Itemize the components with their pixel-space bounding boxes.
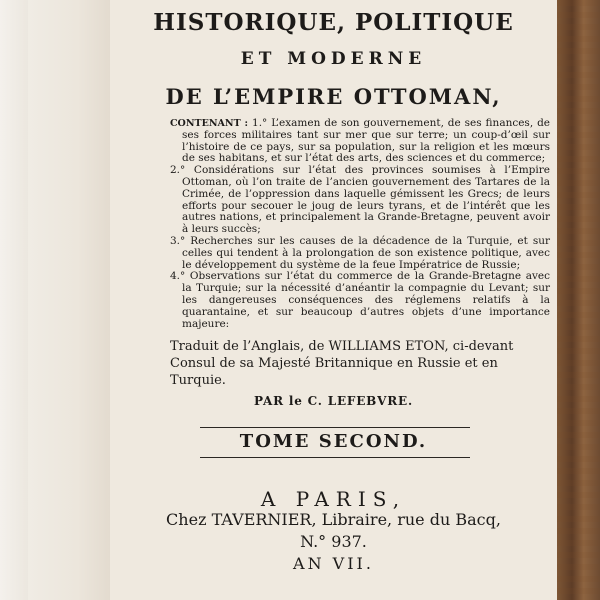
translation-note: Traduit de l’Anglais, de WILLIAMS ETON, ci-devant Consul de sa Majesté Britannique en Russie et en Turquie. <box>170 339 514 388</box>
title-line-3: DE L’EMPIRE OTTOMAN, <box>165 84 502 109</box>
title-page <box>110 0 557 600</box>
imprint-city: A PARIS, <box>260 487 407 511</box>
contents-item-2: 2.° Considérations sur l’état des provinces soumises à l’Empire Ottoman, où l’on traite de l’ancien gouvernement des Tartares de la Crimée, de l’oppression dans laquelle gémissent les Grecs; de leurs efforts pour secouer le joug de leurs tyrans, et de l’intérêt que les autres nations, et principalement la Grande-Bretagne, peuvent avoir à leurs succès; <box>170 164 550 236</box>
title-line-2: ET MODERNE <box>240 49 427 69</box>
contents-item-1 <box>170 118 550 165</box>
book-binding <box>557 0 600 600</box>
imprint-year: AN VII. <box>293 554 374 573</box>
contents-lead: CONTENANT : <box>170 118 249 129</box>
imprint-number: N.° 937. <box>300 532 367 551</box>
contents-block <box>170 118 550 330</box>
contents-item-4: 4.° Observations sur l’état du commerce de la Grande-Bretagne avec la Turquie; sur la nécessité d’anéantir la compagnie du Levant; sur les dangereuses conséquences des réglemens relatifs à la quarantaine, et sur beaucoup d’autres objets d’une importance majeure: <box>170 270 550 330</box>
translator-credit: PAR le C. LEFEBVRE. <box>254 394 413 408</box>
imprint-publisher: Chez TAVERNIER, Libraire, rue du Bacq, <box>166 510 501 529</box>
title-line-1: HISTORIQUE, POLITIQUE <box>153 9 514 36</box>
volume-rule-bottom <box>200 457 470 458</box>
facing-page-shadow <box>0 0 28 600</box>
contents-item-3: 3.° Recherches sur les causes de la décadence de la Turquie, et sur celles qui tendent à la prolongation de son existence politique, avec le développement du système de la feue Impératrice de Russie; <box>170 234 550 271</box>
volume-rule-top <box>200 427 470 428</box>
contents-item-1-text: 1.° L’examen de son gouvernement, de ses finances, de ses forces militaires tant sur mer que sur terre; un coup-d’œil sur l’histoire de ce pays, sur sa population, sur la religion et les mœurs de ses habitans, et sur l’état des arts, des sciences et du commerce; <box>182 117 551 165</box>
volume-title: TOME SECOND. <box>239 431 428 452</box>
